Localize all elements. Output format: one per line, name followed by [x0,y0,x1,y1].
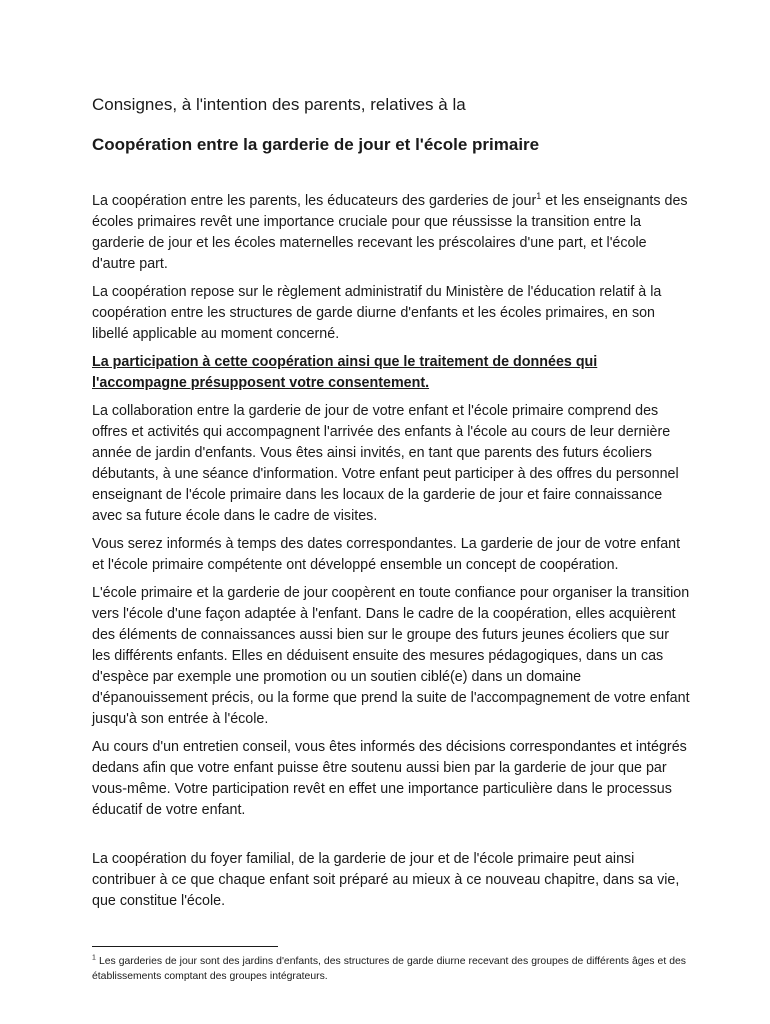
paragraph-intro [92,191,690,275]
footnote-reference: 1 [536,191,542,202]
paragraph-collaboration: La collaboration entre la garderie de jour de votre enfant et l'école primaire comprend des offres et activités qui accompagnent l'arrivée des enfants à l'école au cours de leur dernière année de jardin d'enfants. Vous êtes ainsi invités, en tant que parents des futurs écoliers débutants, à une séance d'information. Votre enfant peut participer à des offres du personnel enseignant de l'école primaire dans les locaux de la garderie de jour et faire connaissance avec sa future école dans le cadre de visites. [92,403,679,524]
document-title: Consignes, à l'intention des parents, relatives à la [92,95,466,114]
footnote-text: Les garderies de jour sont des jardins d'enfants, des structures de garde diurne recevant des groupes de différents âges et des établissements comptant des groupes intégrateurs. [92,956,686,982]
footnote-marker: 1 [92,954,96,962]
paragraph-counselling: Au cours d'un entretien conseil, vous êtes informés des décisions correspondantes et intégrés dedans afin que votre enfant puisse être soutenu aussi bien par la garderie de jour que par vous-même. Votre participation revêt en effet une importance particulière dans le processus éducatif de votre enfant. [92,739,687,818]
paragraph-intro-text-a: La coopération entre les parents, les éducateurs des garderies de jour [92,193,537,209]
paragraph-intro-text-b: et les enseignants des écoles primaires revêt une importance cruciale pour que réussisse la transition entre la garderie de jour et les écoles maternelles recevant les préscolaires d'une part, et l'école d'autre part. [92,193,688,272]
document-subtitle: Coopération entre la garderie de jour et l'école primaire [92,135,540,154]
footnote-divider [92,946,278,947]
paragraph-transition: L'école primaire et la garderie de jour coopèrent en toute confiance pour organiser la transition vers l'école d'une façon adaptée à l'enfant. Dans le cadre de la coopération, elles acquièrent des éléments de connaissances aussi bien sur le groupe des futurs jeunes écoliers que sur les différents enfants. Elles en déduisent ensuite des mesures pédagogiques, dans un cas d'espèce par exemple une promotion ou un soutien ciblé(e) dans un domaine d'épanouissement précis, ou la forme que prend la suite de l'accompagnement de votre enfant jusqu'à son entrée à l'école. [92,585,690,727]
paragraph-conclusion: La coopération du foyer familial, de la garderie de jour et de l'école primaire peut ainsi contribuer à ce que chaque enfant soit préparé au mieux à ce nouveau chapitre, dans sa vie, que constitue l'école. [92,851,680,909]
footnote [92,954,686,984]
paragraph-regulation: La coopération repose sur le règlement administratif du Ministère de l'éducation relatif à la coopération entre les structures de garde diurne d'enfants et les écoles primaires, en son libellé applicable au moment concerné. [92,284,662,342]
paragraph-consent: La participation à cette coopération ainsi que le traitement de données qui l'accompagne présupposent votre consentement. [92,354,598,391]
paragraph-dates: Vous serez informés à temps des dates correspondantes. La garderie de jour de votre enfant et l'école primaire compétente ont développé ensemble un concept de coopération. [92,536,681,573]
document-body [92,94,690,919]
